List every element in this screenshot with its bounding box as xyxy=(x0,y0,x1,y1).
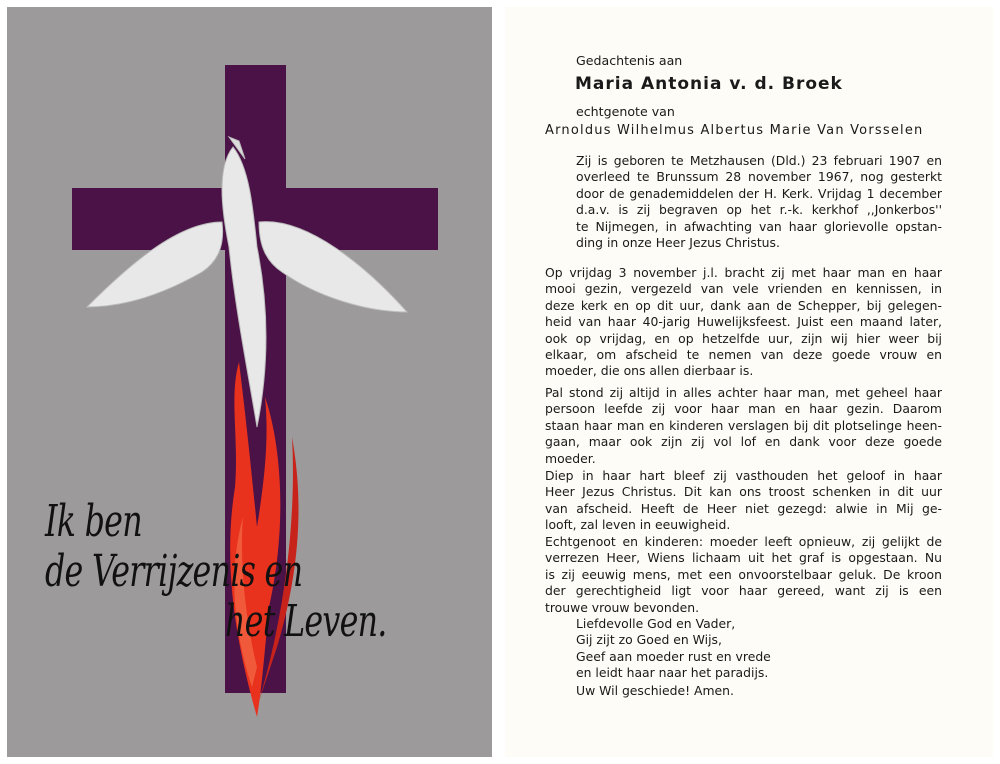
text-line: Op vrijdag 3 november j.l. bracht zij met haar man en haar xyxy=(545,265,942,280)
text-line: heid van haar 40-jarig Huwelijksfeest. Juist een maand later, xyxy=(545,314,942,330)
text-line: gaan, maar ook zijn zij vol lof en dank voor deze goede xyxy=(545,434,942,450)
spouse-name: Arnoldus Wilhelmus Albertus Marie Van Vorsselen xyxy=(545,123,924,138)
card-front xyxy=(7,7,492,757)
text-line: trouwe vrouw bevonden. xyxy=(545,599,700,615)
text-line: Diep in haar hart bleef zij vasthouden het geloof in haar xyxy=(545,468,942,483)
motto-line: de Verrijzenis en xyxy=(45,546,303,597)
text-line: Pal stond zij altijd in alles achter haar man, met geheel haar xyxy=(545,385,942,400)
text-line: door de genademiddelen der H. Kerk. Vrijdag 1 december xyxy=(576,185,942,201)
prayer-line: Liefdevolle God en Vader, xyxy=(576,616,736,631)
text-line: ook op vrijdag, en op hetzelfde uur, zijn wij hier weer bij xyxy=(545,330,942,346)
text-line: moeder, die ons allen dierbaar is. xyxy=(545,363,754,379)
text-line: van afscheid. Heeft de Heer niet gezegd: alwie in Mij ge- xyxy=(545,500,942,516)
text-line: moeder. xyxy=(545,450,596,466)
prayer xyxy=(576,616,876,682)
text-line: Heer Jezus Christus. Dit kan ons troost schenken in dit uur xyxy=(545,484,942,500)
paragraph-anniversary xyxy=(545,265,942,380)
closing-line: Uw Wil geschiede! Amen. xyxy=(576,683,734,698)
card-back xyxy=(505,7,993,757)
spouse-intro: echtgenote van xyxy=(576,104,675,119)
paragraph-devotion xyxy=(545,385,942,467)
paragraph-faith xyxy=(545,468,942,534)
text-line: looft, zal leven in eeuwigheid. xyxy=(545,517,731,533)
text-line: d.a.v. is zij begraven op het r.-k. kerkhof ,,Jonkerbos'' xyxy=(576,202,942,218)
text-line: deze kerk en op dit uur, dank aan de Schepper, bij gelegen- xyxy=(545,297,942,313)
motto-lettering xyxy=(45,497,387,647)
prayer-line: Gij zijt zo Goed en Wijs, xyxy=(576,632,722,648)
prayer-line: en leidt haar naar het paradijs. xyxy=(576,665,769,681)
paragraph-family xyxy=(545,534,942,616)
text-line: staan haar man en kinderen verslagen bij dit plotselinge heen- xyxy=(545,417,942,433)
text-line: overleed te Brunssum 28 november 1967, nog gesterkt xyxy=(576,169,942,185)
prayer-line: Geef aan moeder rust en vrede xyxy=(576,648,771,664)
text-line: elkaar, om afscheid te nemen van deze goede vrouw en xyxy=(545,346,942,362)
text-line: mooi gezin, vergezeld van vele vrienden en kennissen, in xyxy=(545,281,942,297)
deceased-name: Maria Antonia v. d. Broek xyxy=(575,74,843,94)
dove-icon xyxy=(87,137,407,427)
paragraph-biography xyxy=(576,153,942,251)
text-line: persoon leefde zij voor haar man en haar gezin. Daarom xyxy=(545,401,942,417)
text-line: verrezen Heer, Wiens lichaam uit het graf is opgestaan. Nu xyxy=(545,550,942,566)
motto-line: Ik ben xyxy=(45,496,142,547)
text-line: Zij is geboren te Metzhausen (Dld.) 23 februari 1907 en xyxy=(576,153,942,168)
text-line: ding in onze Heer Jezus Christus. xyxy=(576,234,780,250)
text-line: is zij eeuwig mens, met een onvoorstelbaar geluk. De kroon xyxy=(545,566,942,582)
intro-text: Gedachtenis aan xyxy=(576,53,683,68)
text-line: Echtgenoot en kinderen: moeder leeft opnieuw, zij gelijkt de xyxy=(545,534,942,549)
text-line: te Nijmegen, in afwachting van haar glorievolle opstan- xyxy=(576,218,942,234)
motto-line: het Leven. xyxy=(225,596,387,647)
text-line: der gerechtigheid ligt voor haar gereed, want zij is een xyxy=(545,583,942,599)
